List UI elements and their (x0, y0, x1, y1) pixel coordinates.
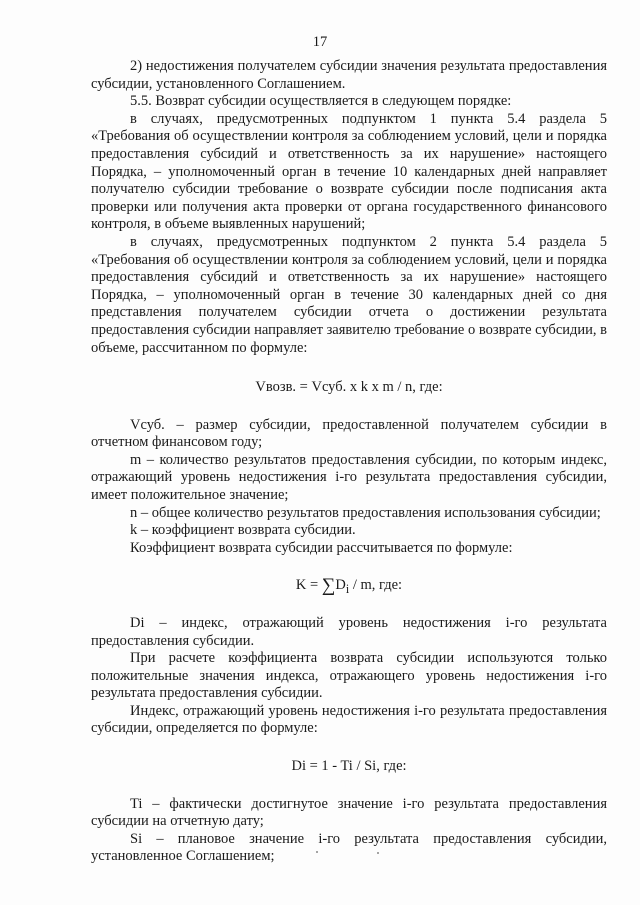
formula-lhs: K = (295, 577, 322, 594)
paragraph: 5.5. Возврат субсидии осуществляется в следующем порядке: (130, 93, 512, 110)
paragraph: Vсуб. – размер субсидии, предоставленной получателем субсидии в отчетном финансовом году; (91, 416, 607, 451)
paragraph: k – коэффициент возврата субсидии. (130, 522, 356, 539)
paragraph: Di – индекс, отражающий уровень недостижения i-го результата предоставления субсидии. (91, 614, 607, 649)
formula-index: Di = 1 - Ti / Si, где: (291, 758, 407, 775)
page-number: 17 (312, 34, 328, 50)
formula-d: D (335, 577, 346, 594)
paragraph: Коэффициент возврата субсидии рассчитывается по формуле: (130, 539, 513, 556)
scan-speck (316, 851, 318, 853)
paragraph: в случаях, предусмотренных подпунктом 2 пункта 5.4 раздела 5 «Требования об осуществлении контроля за соблюдением условий, цели и порядка предоставления субсидий и ответственность за их нарушение» настоящего Порядка, – уполномоченный орган в течение 30 календарных дней со дня представления получателем субсидии отчета о достижении результата предоставления субсидии направляет заявителю требование о возврате субсидии, в объеме, рассчитанном по формуле: (91, 233, 608, 356)
formula-rest: / m, где: (349, 577, 403, 594)
paragraph: Si – плановое значение i-го результата предоставления субсидии, установленное Соглашением; (91, 830, 607, 865)
formula-subscript: i (345, 582, 350, 597)
sum-symbol: ∑ (321, 575, 336, 597)
scan-speck (377, 852, 379, 854)
paragraph: в случаях, предусмотренных подпунктом 1 пункта 5.4 раздела 5 «Требования об осуществлении контроля за соблюдением условий, цели и порядка предоставления субсидий и ответственность за их нарушение» настоящего Порядка, – уполномоченный орган в течение 10 календарных дней направляет получателю субсидии требование о возврате субсидии после подписания акта проверки или получения акта проверки от органа государственного финансового контроля, в объеме выявленных нарушений; (91, 110, 607, 233)
paragraph: При расчете коэффициента возврата субсидии используются только положительные значения индекса, отражающего уровень недостижения i-го результата предоставления субсидии. (91, 650, 607, 702)
formula-return-volume: Vвозв. = Vсуб. x k x m / n, где: (255, 379, 443, 396)
paragraph: Ti – фактически достигнутое значение i-го результата предоставления субсидии на отчетную дату; (91, 795, 607, 830)
document-body (91, 58, 607, 866)
paragraph: 2) недостижения получателем субсидии значения результата предоставления субсидии, установленного Соглашением. (91, 58, 607, 92)
formula-return-coefficient (91, 575, 607, 598)
paragraph: Индекс, отражающий уровень недостижения i-го результата предоставления субсидии, определяется по формуле: (91, 702, 607, 737)
paragraph: n – общее количество результатов предоставления использования субсидии; (130, 504, 601, 521)
paragraph: m – количество результатов предоставления субсидии, по которым индекс, отражающий уровень недостижения i-го результата предоставления субсидии, имеет положительное значение; (91, 451, 607, 504)
